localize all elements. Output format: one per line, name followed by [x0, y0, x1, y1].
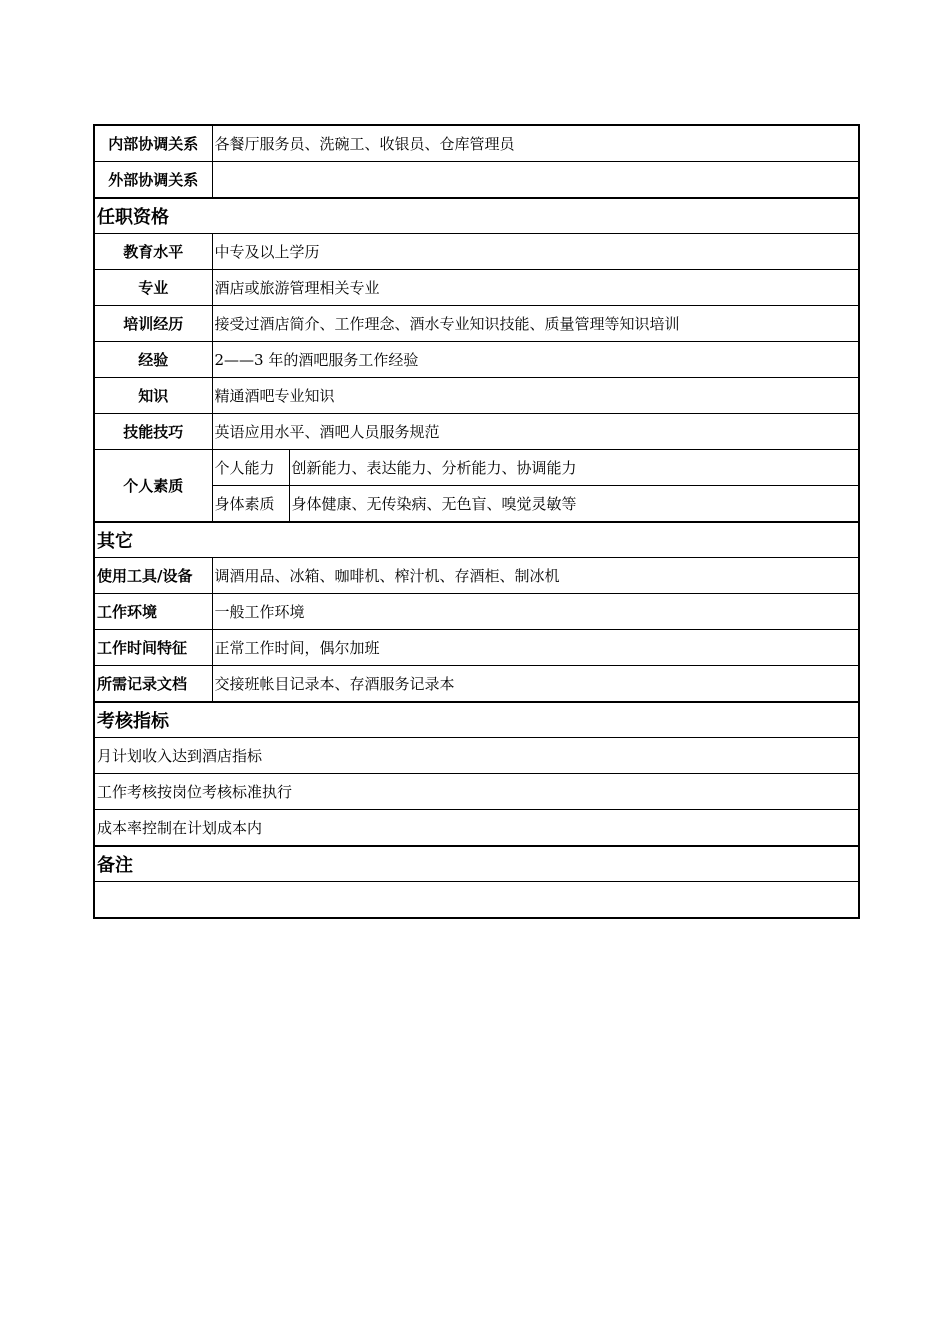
qualification-value: 接受过酒店简介、工作理念、酒水专业知识技能、质量管理等知识培训 [212, 306, 859, 342]
other-title: 其它 [94, 522, 859, 558]
qualification-value: 酒店或旅游管理相关专业 [212, 270, 859, 306]
other-value: 正常工作时间，偶尔加班 [212, 630, 859, 666]
other-value: 调酒用品、冰箱、咖啡机、榨汁机、存酒柜、制冰机 [212, 558, 859, 594]
qualification-label: 技能技巧 [94, 414, 212, 450]
kpi-title: 考核指标 [94, 702, 859, 738]
personal-sub-label: 身体素质 [212, 486, 289, 523]
personal-quality-label: 个人素质 [94, 450, 212, 523]
other-label: 使用工具/设备 [94, 558, 212, 594]
other-label: 工作时间特征 [94, 630, 212, 666]
personal-sub-label: 个人能力 [212, 450, 289, 486]
qualification-row [94, 306, 859, 342]
other-row [94, 594, 859, 630]
qualification-label: 经验 [94, 342, 212, 378]
qualification-value: 精通酒吧专业知识 [212, 378, 859, 414]
remarks-row [94, 882, 859, 919]
remarks-title: 备注 [94, 846, 859, 882]
qualification-label: 知识 [94, 378, 212, 414]
remarks-value [94, 882, 859, 919]
kpi-item: 成本率控制在计划成本内 [94, 810, 859, 847]
job-description-table [93, 124, 860, 919]
coordination-row-external [94, 162, 859, 199]
kpi-row [94, 738, 859, 774]
coordination-row-internal [94, 125, 859, 162]
personal-quality-row [94, 450, 859, 486]
section-kpi [94, 702, 859, 738]
qualification-label: 专业 [94, 270, 212, 306]
personal-sub-value: 身体健康、无传染病、无色盲、嗅觉灵敏等 [289, 486, 859, 523]
other-label: 所需记录文档 [94, 666, 212, 703]
qualification-row [94, 378, 859, 414]
qualification-label: 教育水平 [94, 234, 212, 270]
qualification-value: 2——3 年的酒吧服务工作经验 [212, 342, 859, 378]
qualification-row [94, 234, 859, 270]
kpi-row [94, 774, 859, 810]
qualifications-title: 任职资格 [94, 198, 859, 234]
section-remarks [94, 846, 859, 882]
external-coordination-value [212, 162, 859, 199]
other-row [94, 558, 859, 594]
qualification-row [94, 270, 859, 306]
internal-coordination-value: 各餐厅服务员、洗碗工、收银员、仓库管理员 [212, 125, 859, 162]
job-description-sheet [93, 124, 858, 919]
qualification-label: 培训经历 [94, 306, 212, 342]
external-coordination-label: 外部协调关系 [94, 162, 212, 199]
kpi-row [94, 810, 859, 847]
section-qualifications [94, 198, 859, 234]
other-row [94, 630, 859, 666]
other-row [94, 666, 859, 703]
kpi-item: 月计划收入达到酒店指标 [94, 738, 859, 774]
kpi-item: 工作考核按岗位考核标准执行 [94, 774, 859, 810]
qualification-value: 中专及以上学历 [212, 234, 859, 270]
other-value: 一般工作环境 [212, 594, 859, 630]
other-label: 工作环境 [94, 594, 212, 630]
qualification-row [94, 342, 859, 378]
qualification-row [94, 414, 859, 450]
qualification-value: 英语应用水平、酒吧人员服务规范 [212, 414, 859, 450]
section-other [94, 522, 859, 558]
personal-sub-value: 创新能力、表达能力、分析能力、协调能力 [289, 450, 859, 486]
internal-coordination-label: 内部协调关系 [94, 125, 212, 162]
other-value: 交接班帐目记录本、存酒服务记录本 [212, 666, 859, 703]
